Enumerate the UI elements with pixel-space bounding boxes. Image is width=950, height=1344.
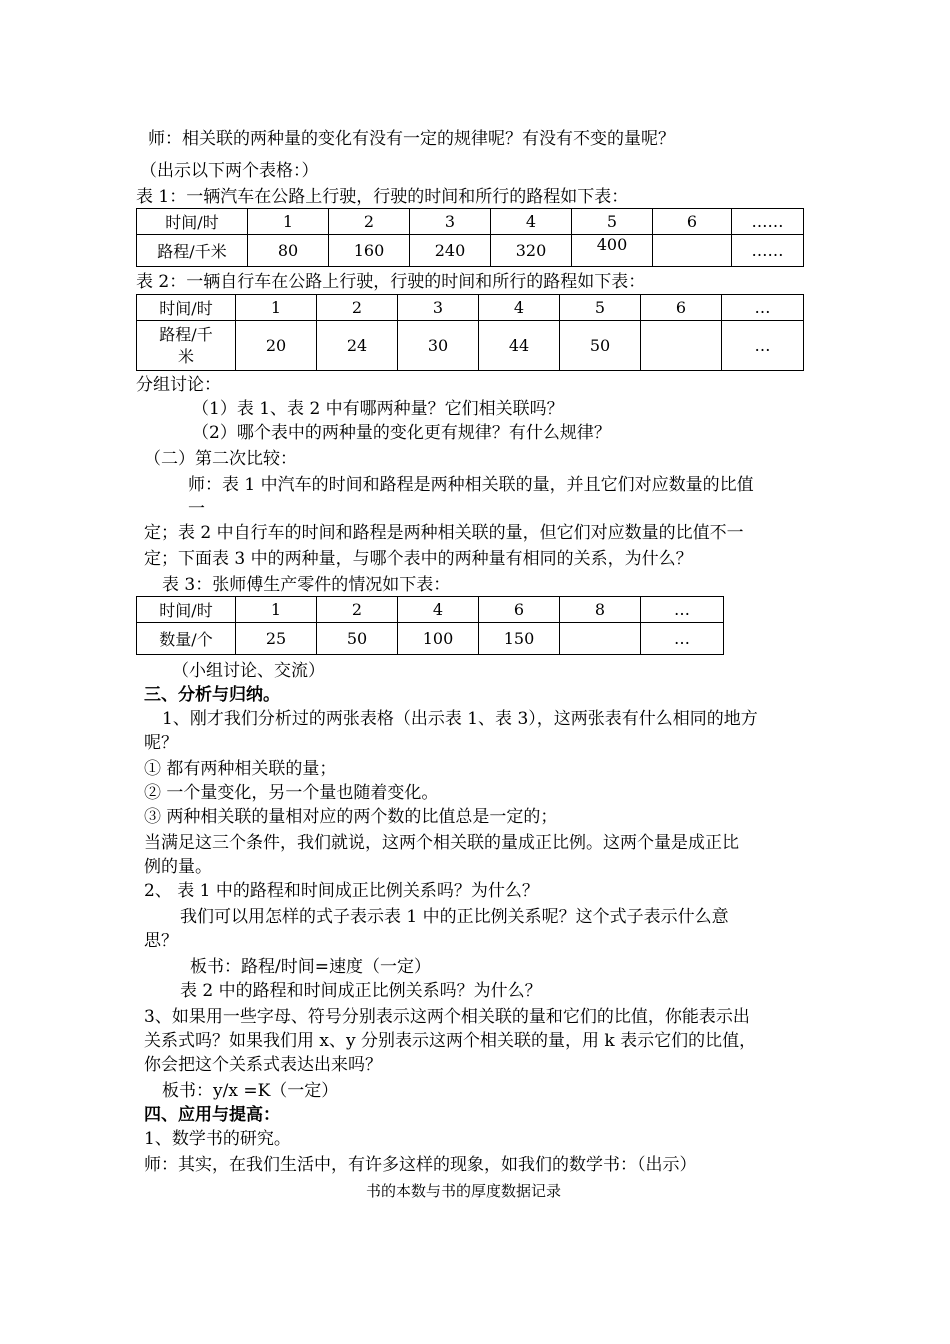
table-cell: 50 [560, 321, 641, 371]
question-3: 3、如果用一些字母、符号分别表示这两个相关联的量和它们的比值，你能表示出 [144, 1007, 750, 1027]
table-cell: 30 [398, 321, 479, 371]
table-cell: … [641, 623, 724, 655]
second-comparison-heading: （二）第二次比较： [144, 449, 297, 469]
table-cell: 160 [329, 235, 410, 267]
table-cell: 24 [317, 321, 398, 371]
section-4-heading: 四、应用与提高： [144, 1105, 280, 1125]
table-cell [641, 321, 722, 371]
teacher-explanation-cont: 一 [188, 499, 205, 519]
teacher-explanation: 师：表 1 中汽车的时间和路程是两种相关联的量，并且它们对应数量的比值 [188, 475, 754, 495]
table3-quantity-row [137, 623, 724, 655]
table-cell: 50 [317, 623, 398, 655]
table3-caption: 表 3：张师傅生产零件的情况如下表： [162, 575, 451, 595]
table-cell: 时间/时 [137, 597, 236, 623]
table2-distance-label-line1: 路程/千 [159, 324, 213, 344]
table-cell: 4 [491, 209, 572, 235]
table3-time-row [137, 597, 724, 623]
book-data-caption: 书的本数与书的厚度数据记录 [366, 1182, 562, 1200]
table-cell: 4 [398, 597, 479, 623]
condition-2: ② 一个量变化，另一个量也随着变化。 [144, 783, 439, 803]
show-tables-note: （出示以下两个表格：） [140, 161, 319, 181]
question-3-cont: 关系式吗？如果我们用 x、y 分别表示这两个相关联的量，用 k 表示它们的比值， [144, 1031, 757, 1051]
teacher-intro-example: 师：其实，在我们生活中，有许多这样的现象，如我们的数学书：（出示） [144, 1155, 697, 1175]
explanation-line-2: 定；表 2 中自行车的时间和路程是两种相关联的量，但它们对应数量的比值不一 [144, 523, 744, 543]
table-cell: 6 [641, 295, 722, 321]
table-cell: 6 [479, 597, 560, 623]
table-cell: 6 [653, 209, 732, 235]
table2-question: 表 2 中的路程和时间成正比例关系吗？为什么？ [180, 981, 542, 1001]
discussion-question-2: （2）哪个表中的两种量的变化更有规律？有什么规律？ [192, 423, 611, 443]
table-cell: … [641, 597, 724, 623]
table-cell: 44 [479, 321, 560, 371]
table-cell: 时间/时 [137, 295, 236, 321]
math-book-study: 1、数学书的研究。 [144, 1129, 291, 1149]
table-3 [136, 596, 724, 655]
table-cell: … [722, 295, 804, 321]
table-cell: 路程/千米 [137, 235, 248, 267]
question-2: 2、 表 1 中的路程和时间成正比例关系吗？为什么？ [144, 881, 539, 901]
teacher-question: 师：相关联的两种量的变化有没有一定的规律呢？有没有不变的量呢？ [148, 129, 675, 149]
table-cell [560, 623, 641, 655]
table-cell: 数量/个 [137, 623, 236, 655]
condition-1: ① 都有两种相关联的量； [144, 759, 337, 779]
table1-distance-row [137, 235, 804, 267]
section-3-heading: 三、分析与归纳。 [144, 685, 280, 705]
table-cell: 8 [560, 597, 641, 623]
table-cell: 80 [248, 235, 329, 267]
formula-question-cont: 思？ [144, 931, 178, 951]
board-note-speed: 板书：路程/时间=速度（一定） [190, 957, 431, 977]
table-cell: 2 [317, 295, 398, 321]
table-cell: 2 [317, 597, 398, 623]
table2-distance-row [137, 321, 804, 371]
table-cell: 320 [491, 235, 572, 267]
table2-time-row [137, 295, 804, 321]
table-cell: 25 [236, 623, 317, 655]
table-cell: 5 [560, 295, 641, 321]
formula-question: 我们可以用怎样的式子表示表 1 中的正比例关系呢？这个式子表示什么意 [180, 907, 729, 927]
table-cell: …… [732, 209, 804, 235]
table-cell: 2 [329, 209, 410, 235]
table2-distance-label-line2: 米 [177, 346, 194, 366]
table-cell: 4 [479, 295, 560, 321]
table-cell: 150 [479, 623, 560, 655]
explanation-line-3: 定；下面表 3 中的两种量，与哪个表中的两种量有相同的关系，为什么？ [144, 549, 693, 569]
table-cell: 100 [398, 623, 479, 655]
table-cell: 3 [410, 209, 491, 235]
discussion-question-1: （1）表 1、表 2 中有哪两种量？它们相关联吗？ [192, 399, 564, 419]
table-cell: 5 [572, 209, 653, 235]
table-cell: 1 [236, 295, 317, 321]
small-group-discussion: （小组讨论、交流） [172, 661, 325, 681]
table-cell: 时间/时 [137, 209, 248, 235]
condition-3: ③ 两种相关联的量相对应的两个数的比值总是一定的； [144, 807, 558, 827]
table-cell: 400 [572, 235, 653, 267]
table-cell: 1 [248, 209, 329, 235]
table-cell: 240 [410, 235, 491, 267]
analysis-point-1: 1、刚才我们分析过的两张表格（出示表 1、表 3），这两张表有什么相同的地方 [162, 709, 758, 729]
group-discussion-heading: 分组讨论： [136, 375, 221, 395]
table-cell: … [722, 321, 804, 371]
table-2 [136, 294, 804, 371]
question-3-end: 你会把这个关系式表达出来吗？ [144, 1055, 382, 1075]
table-cell [653, 235, 732, 267]
table1-time-row [137, 209, 804, 235]
table1-caption: 表 1：一辆汽车在公路上行驶，行驶的时间和所行的路程如下表： [136, 187, 629, 207]
table-cell: …… [732, 235, 804, 267]
board-note-formula: 板书：y/x =K（一定） [162, 1081, 339, 1101]
table-cell [137, 321, 236, 371]
definition-line-2: 例的量。 [144, 857, 212, 877]
analysis-point-1-cont: 呢？ [144, 733, 178, 753]
table2-caption: 表 2：一辆自行车在公路上行驶，行驶的时间和所行的路程如下表： [136, 272, 646, 292]
table-1 [136, 208, 804, 267]
table-cell: 20 [236, 321, 317, 371]
definition-line-1: 当满足这三个条件，我们就说，这两个相关联的量成正比例。这两个量是成正比 [144, 833, 739, 853]
table-cell: 1 [236, 597, 317, 623]
table-cell: 3 [398, 295, 479, 321]
